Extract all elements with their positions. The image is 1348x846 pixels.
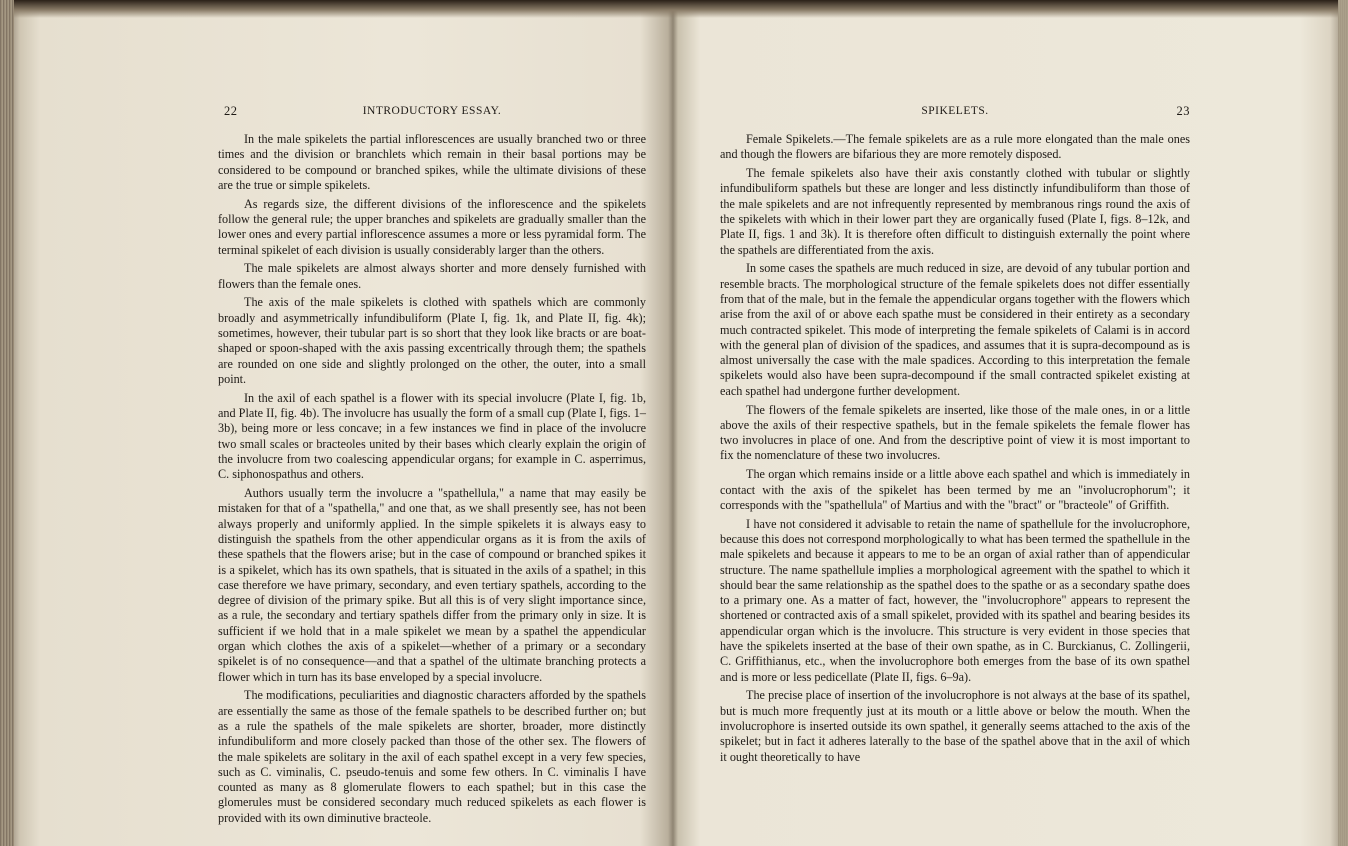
left-running-head [218,104,646,122]
right-page [720,104,1190,768]
paragraph: As regards size, the different divisions of the inflorescence and the spikelets follow the general rule; the upper branches and spikelets are gradually smaller than the lower ones and every partial inflorescence assumes a more or less pyramidal form. The terminal spikelet of each division is usually considerably larger than the others. [218,196,646,257]
paragraph: The axis of the male spikelets is clothed with spathels which are commonly broadly and asymmetrically infundibuliform (Plate I, fig. 1k, and Plate II, fig. 4k); sometimes, however, their tubular part is so short that they look like bracts or are boat-shaped or spoon-shaped with the axis passing excentrically through them; the spathels are rounded on one side and slightly prolonged on the other, the outer, into a small point. [218,295,646,386]
paragraph: Female Spikelets.—The female spikelets are as a rule more elongated than the male ones and though the flowers are bifarious they are more remotely disposed. [720,132,1190,162]
paragraph: I have not considered it advisable to retain the name of spathellule for the involucrophore, because this does not correspond morphologically to what has been termed the spathellule in the male spikelets and because it appears to me to be an organ of axial rather than of appendicular structure. The name spathellule implies a morphological agreement with the spathel to which it should bear the same relationship as the spathel does to the spathe or as a secondary spathe does to a primary one. As a matter of fact, however, the "involucrophore" appears to represent the shortened or contracted axis of a small spikelet, provided with its spathel and bearing besides its appendicular organ which is the involucre. This structure is very evident in those species that have the spikelets inserted at the base of their own spathe, as in C. Burckianus, C. Zollingerii, C. Griffithianus, etc., when the involucrophore both emerges from the base of its own spathel and is more or less pedicellate (Plate II, figs. 6–9a). [720,516,1190,684]
paragraph: In the axil of each spathel is a flower with its special involucre (Plate I, fig. 1b, and Plate II, fig. 4b). The involucre has usually the form of a small cup (Plate I, figs. 1–3b), being more or less concave; in a few instances we find in place of the involucre two small scales or bracteoles united by their bases which clearly explain the origin of the involucre from two coalescing appendicular organs; for example in C. asperrimus, C. siphonospathus and others. [218,390,646,482]
right-page-number: 23 [1176,104,1190,118]
left-page [218,104,646,830]
paragraph: The modifications, peculiarities and diagnostic characters afforded by the spathels are essentially the same as those of the female spathels to be described further on; but as a rule the spathels of the male spikelets are shorter, broader, more distinctly infundibuliform and more closely packed than those of the other sex. The flowers of the male spikelets are solitary in the axil of each spathel except in a very few species, such as C. viminalis, C. pseudo-tenuis and some few others. In C. viminalis I have counted as many as 8 glomerulate flowers to each spathel; but in this case the glomerules must be considered secondary much reduced spikelets as each flower is provided with its own diminutive bracteole. [218,688,646,825]
left-page-number: 22 [224,104,238,118]
left-page-edges [0,0,14,846]
left-running-title: INTRODUCTORY ESSAY. [362,105,502,117]
paragraph: The male spikelets are almost always shorter and more densely furnished with flowers than the female ones. [218,261,646,291]
paragraph: The female spikelets also have their axis constantly clothed with tubular or slightly infundibuliform spathels but these are longer and less distinctly infundibuliform than those of the male spikelets and are not infrequently represented by membranous rings round the axis of the spikelets with which in their lower part they are organically fused (Plate I, figs. 8–12k, and Plate II, figs. 1 and 3k). It is therefore often difficult to distinguish externally the point where the spathels are differentiated from the axis. [720,166,1190,257]
paragraph: The precise place of insertion of the involucrophore is not always at the base of its spathel, but is much more frequently just at its mouth or a little above or below the mouth. When the involucrophore is inserted outside its own spathel, it generally seems attached to the axis of the spikelet; but in fact it adheres laterally to the base of the spathel above that in the axil of which it ought theoretically to have [720,688,1190,764]
right-running-title: SPIKELETS. [921,105,989,117]
paragraph: Authors usually term the involucre a "spathellula," a name that may easily be mistaken for that of a "spathella," and one that, as we shall presently see, has not been always properly and uniformly applied. In the simple spikelets it is always easy to distinguish the spathels from the other appendicular organs as it is from the axils of these spathels that the flowers arise; but in the case of compound or branched spikes it is a spikelet, which has its own spathels, that is situated in the axils of a spathel; in this case therefore we have primary, secondary, and even tertiary spathels, according to the degree of division of the primary spike. But all this is of very slight importance since, as a rule, the secondary and tertiary spathels differ from the primary only in size. It is sufficient if we hold that in a male spikelet we mean by a spathel the appendicular organ which clothes the axis of a spikelet—whether of a primary or a secondary spikelet is of no consequence—and that a spathel of the ultimate branching protects a flower which in turn has its base enveloped by a special involucre. [218,486,646,684]
paragraph: The organ which remains inside or a little above each spathel and which is immediately in contact with the axis of the spikelet has been termed by me an "involucrophorum"; it corresponds with the "spathellula" of Martius and with the "bract" or "bracteole" of Griffith. [720,467,1190,512]
right-running-head [720,104,1190,122]
paragraph: In some cases the spathels are much reduced in size, are devoid of any tubular portion and resemble bracts. The morphological structure of the female spikelets does not differ essentially from that of the male, but in the female the appendicular organs together with the flowers which arise from the axil of or above each spathe must be considered in their entirety as a secondary much contracted spikelet. This mode of interpreting the female spikelets of Calami is in accord with the general plan of division of the spadices, and assumes that it is supra-decompound as is almost universally the case with the male spadices. According to this interpretation the female spikelets would also have been supra-decompound if the small contracted spikelet existing at each spathel had undergone further development. [720,261,1190,398]
paragraph: The flowers of the female spikelets are inserted, like those of the male ones, in or a little above the axils of their respective spathels, but in the female spikelets the female flower has two involucres in place of one. And from the descriptive point of view it is most important to fix the nomenclature of these two involucres. [720,402,1190,463]
paragraph: In the male spikelets the partial inflorescences are usually branched two or three times and the division or branchlets which remain in their basal portions may be considered to be compound or branched spikes, while the ultimate divisions of these are the true or simple spikelets. [218,132,646,192]
top-shadow [0,0,1348,18]
right-page-edges [1338,0,1348,846]
